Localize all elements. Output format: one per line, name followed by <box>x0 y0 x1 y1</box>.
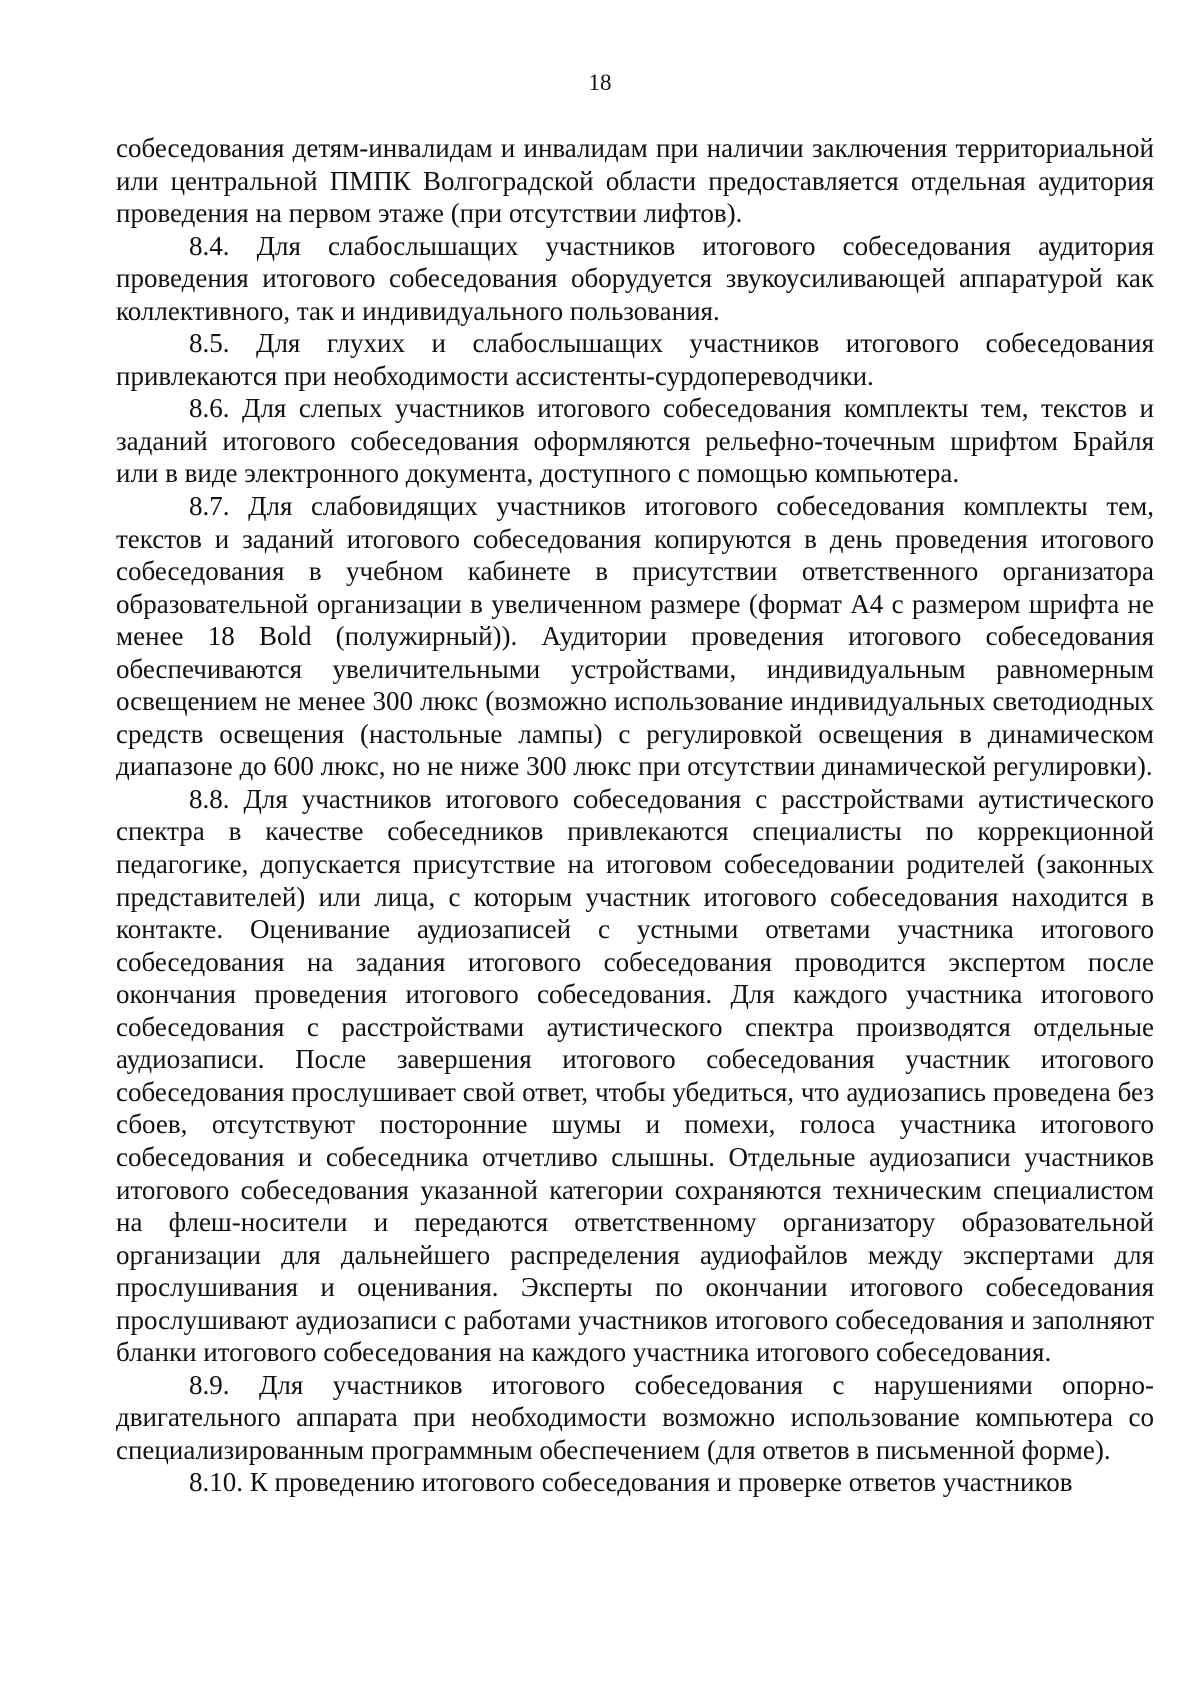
paragraph-8-6: 8.6. Для слепых участников итогового собеседования комплекты тем, текстов и заданий итогового собеседования оформляются рельефно-точечным шрифтом Брайля или в виде электронного документа, доступного с помощью компьютера. <box>116 393 1154 489</box>
document-body <box>116 132 1154 1499</box>
paragraph-8-10: 8.10. К проведению итогового собеседования и проверке ответов участников <box>189 1467 1073 1498</box>
page-number: 18 <box>588 70 612 95</box>
paragraph-8-5: 8.5. Для глухих и слабослышащих участников итогового собеседования привлекаются при необходимости ассистенты-сурдопереводчики. <box>116 328 1154 391</box>
paragraph-8-7: 8.7. Для слабовидящих участников итогового собеседования комплекты тем, текстов и заданий итогового собеседования копируются в день проведения итогового собеседования в учебном кабинете в присутствии ответственного организатора образовательной организации в увеличенном размере (формат А4 с размером шрифта не менее 18 Bold (полужирный)). Аудитории проведения итогового собеседования обеспечиваются увеличительными устройствами, индивидуальным равномерным освещением не менее 300 люкс (возможно использование индивидуальных светодиодных средств освещения (настольные лампы) с регулировкой освещения в динамическом диапазоне до 600 люкс, но не ниже 300 люкс при отсутствии динамической регулировки). <box>116 491 1154 782</box>
paragraph-8-9: 8.9. Для участников итогового собеседования с нарушениями опорно-двигательного аппарата при необходимости возможно использование компьютера со специализированным программным обеспечением (для ответов в письменной форме). <box>116 1369 1154 1465</box>
paragraph-8-8: 8.8. Для участников итогового собеседования с расстройствами аутистического спектра в качестве собеседников привлекаются специалисты по коррекционной педагогике, допускается присутствие на итоговом собеседовании родителей (законных представителей) или лица, с которым участник итогового собеседования находится в контакте. Оценивание аудиозаписей с устными ответами участника итогового собеседования на задания итогового собеседования проводится экспертом после окончания проведения итогового собеседования. Для каждого участника итогового собеседования с расстройствами аутистического спектра производятся отдельные аудиозаписи. После завершения итогового собеседования участник итогового собеседования прослушивает свой ответ, чтобы убедиться, что аудиозапись проведена без сбоев, отсутствуют посторонние шумы и помехи, голоса участника итогового собеседования и собеседника отчетливо слышны. Отдельные аудиозаписи участников итогового собеседования указанной категории сохраняются техническим специалистом на флеш-носители и передаются ответственному организатору образовательной организации для дальнейшего распределения аудиофайлов между экспертами для прослушивания и оценивания. Эксперты по окончании итогового собеседования прослушивают аудиозаписи с работами участников итогового собеседования и заполняют бланки итогового собеседования на каждого участника итогового собеседования. <box>116 783 1154 1368</box>
paragraph-8-3-continuation: собеседования детям-инвалидам и инвалидам при наличии заключения территориальной или центральной ПМПК Волгоградской области предоставляется отдельная аудитория проведения на первом этаже (при отсутствии лифтов). <box>116 133 1154 229</box>
paragraph-8-4: 8.4. Для слабослышащих участников итогового собеседования аудитория проведения итогового собеседования оборудуется звукоусиливающей аппаратурой как коллективного, так и индивидуального пользования. <box>116 230 1154 326</box>
